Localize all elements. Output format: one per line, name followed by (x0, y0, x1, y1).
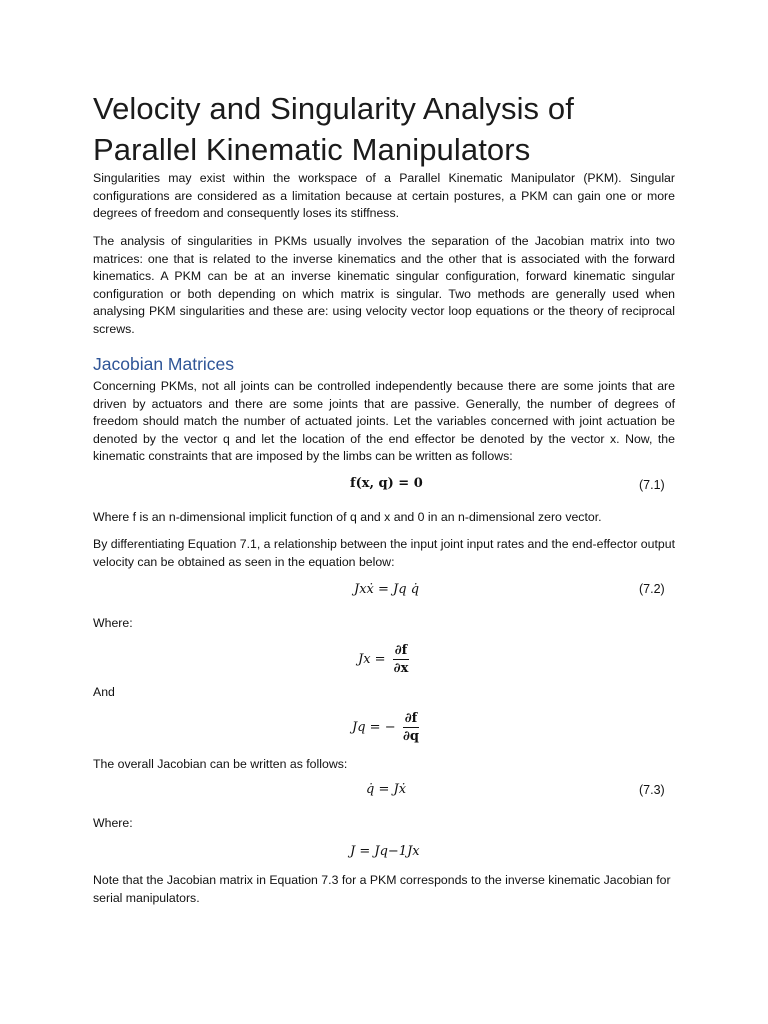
equation-jq-numerator: ∂f (404, 711, 418, 726)
differentiation-paragraph: By differentiating Equation 7.1, a relationship between the input joint input rates and the end-effector output velocity can be obtained as seen in the equation below: (93, 537, 676, 569)
equation-number-7-2: (7.2) (639, 582, 665, 596)
and-label: And (93, 685, 115, 699)
title-line-1: Velocity and Singularity Analysis of (93, 91, 574, 126)
where-f-paragraph: Where f is an n-dimensional implicit function of q and x and 0 in an n-dimensional zero vector. (93, 510, 602, 524)
equation-number-7-3: (7.3) (639, 783, 665, 797)
overall-jacobian-paragraph: The overall Jacobian can be written as follows: (93, 757, 348, 771)
equation-jx-lhs: Jx = (358, 652, 386, 667)
equation-7-2: Jxẋ = Jq q̇ (354, 582, 420, 597)
section-heading: Jacobian Matrices (93, 354, 235, 374)
equation-jx-fraction (393, 643, 410, 676)
where-label-2: Where: (93, 816, 133, 830)
note-paragraph: Note that the Jacobian matrix in Equation 7.3 for a PKM corresponds to the inverse kinematic Jacobian for serial manipulators. (93, 873, 671, 905)
equation-number-7-1: (7.1) (639, 478, 665, 492)
equation-jq (352, 711, 419, 744)
equation-jx (358, 643, 409, 676)
equation-overall-jacobian: J = Jq−1Jx (350, 844, 420, 859)
equation-jq-lhs: Jq = − (352, 720, 396, 735)
intro-paragraph-2: The analysis of singularities in PKMs usually involves the separation of the Jacobian matrix into two matrices: one that is related to the inverse kinematics and the other that is associated with the forward kinematics. A PKM can be at an inverse kinematic singular configuration, forward kinematic singular configuration or both depending on which matrix is singular. Two methods are generally used when analysing PKM singularities and these are: using velocity vector loop equations or the theory of reciprocal screws. (93, 234, 675, 336)
jacobian-paragraph: Concerning PKMs, not all joints can be controlled independently because there are some joints that are driven by actuators and there are some joints that are passive. Generally, the number of degrees of freedom should match the number of actuated joints. Let the variables concerned with joint actuation be denoted by the vector q and let the location of the end effector be denoted by the vector x. Now, the kinematic constraints that are imposed by the limbs can be written as follows: (93, 379, 675, 464)
equation-jq-denominator: ∂q (402, 729, 420, 744)
intro-paragraph-1: Singularities may exist within the workspace of a Parallel Kinematic Manipulator (PKM). Singular configurations are considered as a limitation because at certain postures, a PKM can gain one or more degrees of freedom and consequently loses its stiffness. (93, 171, 675, 221)
equation-jx-denominator: ∂x (393, 661, 409, 676)
equation-7-1: f(x, q) = 0 (350, 476, 423, 491)
document-title (93, 88, 693, 170)
where-label-1: Where: (93, 616, 133, 630)
equation-jx-numerator: ∂f (394, 643, 408, 658)
equation-7-3: q̇ = Jẋ (366, 782, 407, 797)
equation-jq-fraction (403, 711, 420, 744)
title-line-2: Parallel Kinematic Manipulators (93, 132, 531, 167)
